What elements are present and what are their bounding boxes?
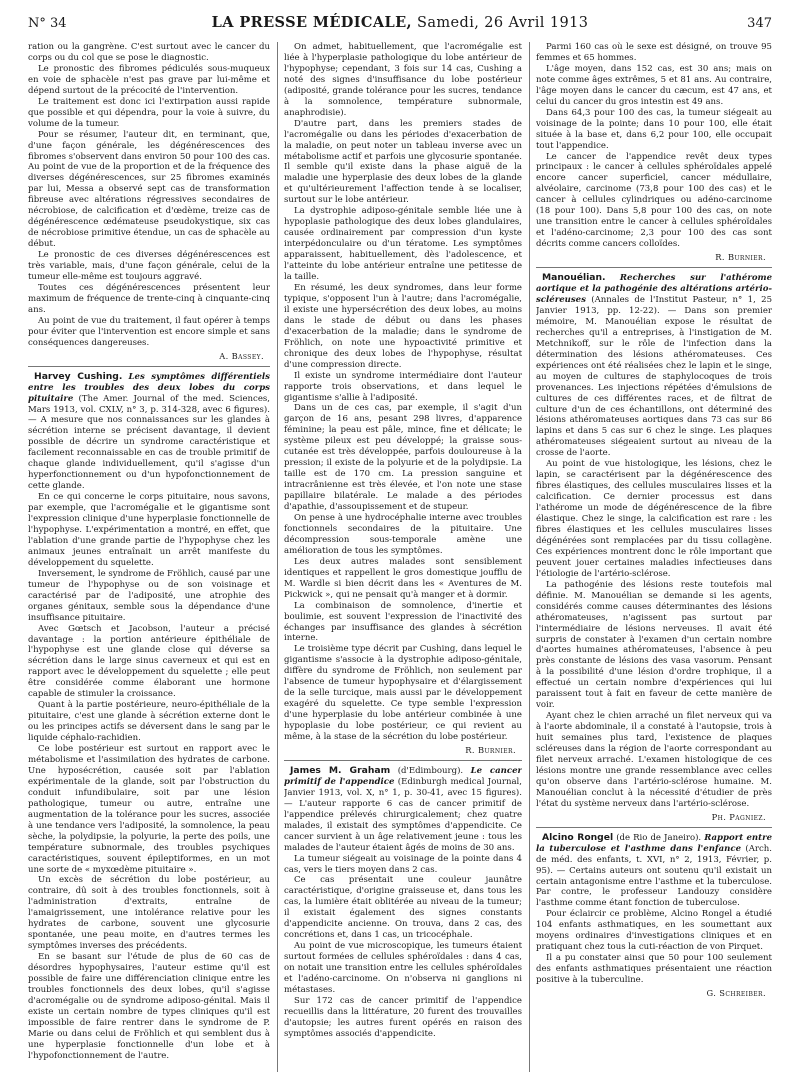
separator	[536, 267, 772, 268]
paragraph: Pour se résumer, l'auteur dit, en terminant, que, d'une façon générale, les dégénérescences des fibromes s'observent dans environ 50 pour 100 des cas. Au point de vue de la proportion et de la fréquence des diverses dégénérescences, sur 25 fibromes examinés par lui, Messa a observé sept cas de transformation fibreuse avec altérations régressives secondaires de nécrobiose, de calcification et d'œdème, treize cas de dégénérescence œdémateuse pseudokystique, six cas de nécrobiose primitive étendue, un cas de sphacèle au début.	[28, 129, 270, 250]
running-title	[28, 14, 772, 31]
paragraph: Dans un de ces cas, par exemple, il s'agit d'un garçon de 16 ans, pesant 298 livres, d'apparence féminine; la peau est pâle, mince, fine et délicate; le système pileux est peu développé; la graisse sous-cutanée est très développée, parfois douloureuse à la pression; il existe de la polyurie et de la polydipsie. La taille est de 170 cm. La pression sanguine et intracrânienne est très élevée, et l'on note une stase papillaire bilatérale. Le malade a des périodes d'apathie, d'assoupissement et de stupeur.	[284, 403, 522, 513]
column-rule-2	[529, 42, 530, 1072]
signature: R. Burnier.	[715, 252, 766, 263]
paragraph: Inversement, le syndrome de Fröhlich, causé par une tumeur de l'hypophyse ou de son voisinage et caractérisé par de l'adiposité, une atrophie des organes génitaux, semble sous la dépendance d'une insuffisance pituitaire.	[28, 568, 270, 623]
issue-date: Samedi, 26 Avril 1913	[417, 15, 589, 31]
paragraph: Il existe un syndrome intermédiaire dont l'auteur rapporte trois observations, et dans lequel le gigantisme s'allie à l'adiposité.	[284, 370, 522, 403]
paragraph: Au point de vue microscopique, les tumeurs étaient surtout formées de cellules sphéroïdales : dans 4 cas, on notait une transition entre les cellules sphéroïdales et l'adéno-carcinome. On n'observa ni ganglions ni métastases.	[284, 941, 522, 996]
author-place: (de Rio de Janeiro).	[616, 832, 702, 843]
article-author: Harvey Cushing.	[34, 370, 123, 382]
paragraph: Les deux autres malades sont sensiblement identiques et rappellent le gros domestique joufflu de M. Wardle si bien décrit dans les « Aventures de M. Pickwick », qui ne pensait qu'à manger et à dormir.	[284, 556, 522, 600]
issue-number: N° 34	[28, 16, 67, 31]
paragraph: La combinaison de somnolence, d'inertie et boulimie, est souvent l'expression de l'inactivité des échanges par insuffisance des glandes à sécrétion interne.	[284, 600, 522, 644]
paragraph: Sur 172 cas de cancer primitif de l'appendice recueillis dans la littérature, 20 furent des trouvailles d'autopsie; les autres furent opérés en raison des symptômes associés d'appendicite.	[284, 995, 522, 1039]
article-heading	[536, 273, 772, 459]
separator	[536, 827, 772, 828]
article-author: James M. Graham	[290, 764, 391, 776]
paragraph: En résumé, les deux syndromes, dans leur forme typique, s'opposent l'un à l'autre; dans l'acromégalie, il existe une hypersécrétion des deux lobes, au moins dans le stade de début ou dans les phases d'exacerbation de la maladie; dans le syndrome de Fröhlich, on note une hypoactivité primitive et chronique des deux lobes de l'hypophyse, résultat d'une compression directe.	[284, 282, 522, 370]
paragraph: Ce cas présentait une couleur jaunâtre caractéristique, d'origine graisseuse et, dans tous les cas, la lumière était oblitérée au niveau de la tumeur; il existait également des signes constants d'appendicite ancienne. On trouva, dans 2 cas, des concrétions et, dans 1 cas, un tricocéphale.	[284, 875, 522, 941]
paragraph: Le pronostic des fibromes pédiculés sous-muqueux en voie de sphacèle n'est pas grave par lui-même et dépend surtout de la précocité de l'intervention.	[28, 63, 270, 96]
paragraph: Au point de vue histologique, les lésions, chez le lapin, se caractérisent par la dégénérescence des fibres élastiques, des cellules musculaires lisses et la calcification. Ce dernier processus est dans l'athérome un mode de dégénérescence de la fibre élastique. Chez le singe, la calcification est rare : les fibres élastiques et les cellules musculaires lisses dégénérées sont remplacées par du tissu collagène. Ces expériences montrent donc le rôle important que peuvent jouer certaines maladies infectieuses dans l'étiologie de l'artério-sclérose.	[536, 459, 772, 579]
paragraph: L'âge moyen, dans 152 cas, est 30 ans; mais on note comme âges extrêmes, 5 et 81 ans. Au contraire, l'âge moyen dans le cancer du cæcum, est 47 ans, et celui du cancer du gros intestin est 49 ans.	[536, 63, 772, 107]
column-1	[28, 42, 270, 1076]
paragraph: La pathogénie des lésions reste toutefois mal définie. M. Manouélian se demande si les agents, considérés comme causes déterminantes des lésions athéromateuses, n'agissent pas surtout par l'intermédiaire de lésions nerveuses. Il avait été surpris de constater à l'examen d'un certain nombre d'aortes humaines athéromateuses, l'absence à peu près constante de lésions des vasa vasorum. Pensant à la possibilité d'une lésion d'ordre trophique, il a effectué un certain nombre d'expériences qui lui paraissent tout à fait en faveur de cette manière de voir.	[536, 579, 772, 711]
paragraph: En se basant sur l'étude de plus de 60 cas de désordres hypophysaires, l'auteur estime qu'il est possible de faire une différenciation clinique entre les troubles fonctionnels des deux lobes, qu'il s'agisse d'acromégalie ou de syndrome adiposo-génital. Mais il existe un certain nombre de types cliniques qu'il est impossible de faire rentrer dans le syndrome de P. Marie ou dans celui de Fröhlich et qui semblent dus à une hyperplasie fonctionnelle d'un lobe et à l'hypofonctionnement de l'autre.	[28, 952, 270, 1061]
signature: Ph. Pagniez.	[711, 811, 766, 822]
paragraph: Toutes ces dégénérescences présentent leur maximum de fréquence de trente-cinq à cinquante-cinq ans.	[28, 282, 270, 315]
paragraph: Quant à la partie postérieure, neuro-épithéliale de la pituitaire, c'est une glande à sécrétion externe dont le ou les principes actifs se déversent dans le sang par le liquide céphalo-rachidien.	[28, 700, 270, 744]
paragraph: La dystrophie adiposo-génitale semble liée une à hypoplasie pathologique des deux lobes glandulaires, causée ordinairement par compression d'un kyste interpédonculaire ou d'un tératome. Les symptômes apparaissent, habituellement, dès l'adolescence, et l'atteinte du lobe antérieur entraîne une petitesse de la taille.	[284, 206, 522, 283]
article-heading	[284, 766, 522, 854]
paragraph: Parmi 160 cas où le sexe est désigné, on trouve 95 femmes et 65 hommes.	[536, 42, 772, 63]
separator	[284, 760, 522, 761]
paragraph: La tumeur siégeait au voisinage de la pointe dans 4 cas, vers le tiers moyen dans 2 cas.	[284, 853, 522, 875]
paragraph: Pour éclaircir ce problème, Alcino Rongel a étudié 104 enfants asthmatiques, en les soumettant aux moyens ordinaires d'investigations cliniques et en pratiquant chez tous la cuti-réaction de von Pirquet.	[536, 909, 772, 953]
article-reference: (The Amer. Journal of the med. Sciences, Mars 1913, vol. CXLV, n° 3, p. 314-328, avec 6 figures). — A mesure que nos connaissances sur les glandes à sécrétion interne se précisent davantage, il devient possible de décrire un syndrome caractéristique et facilement reconnaissable en cas de trouble primitif de chaque glande individuellement, qu'il s'agisse d'un hyperfonctionnement ou d'un hypofonctionnement de cette glande.	[28, 393, 270, 492]
paragraph: Avec Gœtsch et Jacobson, l'auteur a précisé davantage : la portion antérieure épithéliale de l'hypophyse est une glande close qui déverse sa sécrétion dans le large sinus caverneux et qui est en rapport avec le développement du squelette ; elle peut être considérée comme élaborant une hormone capable de stimuler la croissance.	[28, 623, 270, 700]
paragraph: Un excès de sécrétion du lobe postérieur, au contraire, dû soit à des troubles fonctionnels, soit à l'administration d'extraits, entraîne de l'amaigrissement, une intolérance relative pour les hydrates de carbone, souvent une glycosurie spontanée, une peau moite, en d'autres termes les symptômes inverses des précédents.	[28, 875, 270, 952]
paragraph: Le pronostic de ces diverses dégénérescences est très variable, mais, d'une façon générale, celui de la tumeur elle-même est toujours aggravé.	[28, 250, 270, 283]
article-reference: (Arch. de méd. des enfants, t. XVI, n° 2, 1913, Février, p. 95). — Certains auteurs ont soutenu qu'il existait un certain antagonisme entre l'asthme et la tuberculose. Par contre, le professeur Landouzy considère l'asthme comme étant fonction de tuberculose.	[536, 843, 772, 909]
paragraph: Il a pu constater ainsi que 50 pour 100 seulement des enfants asthmatiques présentaient une réaction positive à la tuberculine.	[536, 953, 772, 986]
article-title: Le cancer primitif de l'appendice	[284, 765, 522, 787]
article-heading	[28, 372, 270, 492]
paragraph: Le cancer de l'appendice revêt deux types principaux : le cancer à cellules sphéroïdales appelé encore cancer superficiel, cancer médullaire, alvéolaire, carcinome (73,8 pour 100 des cas) et le cancer à cellules cylindriques ou adéno-carcinome (18 pour 100). Dans 5,8 pour 100 des cas, on note une transition entre le cancer à cellules sphéroïdales et l'adéno-carcinome; 2,3 pour 100 des cas sont décrits comme cancers colloïdes.	[536, 151, 772, 250]
page-header	[28, 14, 772, 36]
paragraph: Le traitement est donc ici l'extirpation aussi rapide que possible et qui dépendra, pour la voie à suivre, du volume de la tumeur.	[28, 96, 270, 129]
article-reference: (Annales de l'Institut Pasteur, n° 1, 25 Janvier 1913, pp. 12-22). — Dans son premier mémoire, M. Manouélian expose le résultat de recherches qu'il a entreprises, à l'instigation de M. Metchnikoff, sur le rôle de l'infection dans la détermination des lésions athéromateuses. Ces expériences ont été réalisées chez le lapin et le singe, au moyen de cultures de staphylocoques de trois provenances. Les injections répétées d'émulsions de cultures de ces différentes races, et de filtrat de culture d'un de ces échantillons, ont déterminé des lésions athéromateuses aortiques dans 73 cas sur 86 lapins et dans 5 cas sur 6 chez le singe. Les plaques athéromateuses siégeaient surtout au niveau de la crosse de l'aorte.	[536, 294, 772, 459]
paragraph: Au point de vue du traitement, il faut opérer à temps pour éviter que l'intervention est encore simple et sans conséquences dangereuses.	[28, 315, 270, 348]
column-3	[536, 42, 772, 1076]
article-title: Rapport entre la tuberculose et l'asthme dans l'enfance	[536, 832, 772, 854]
article-title: Recherches sur l'athérome aortique et la pathogénie des altérations artério-scléreuses	[536, 273, 772, 305]
signature: A. Bassey.	[219, 350, 264, 361]
signature: G. Schreiber.	[706, 988, 766, 999]
paragraph: Ce lobe postérieur est surtout en rapport avec le métabolisme et l'assimilation des hydrates de carbone. Une hyposécrétion, causée soit par l'ablation expérimentale de la glande, soit par l'obstruction du conduit infundibulaire, soit par une lésion pathologique, tumeur ou autre, entraîne une augmentation de la tolérance pour les sucres, associée à une tendance vers l'adiposité, la somnolence, la peau sèche, la polydipsie, la polyurie, la perte des poils, une température subnormale, des troubles psychiques caractéristiques, souvent épileptiformes, en un mot une sorte de « myxœdème pituitaire ».	[28, 744, 270, 875]
paragraph: D'autre part, dans les premiers stades de l'acromégalie ou dans les périodes d'exacerbation de la maladie, on peut noter un tableau inverse avec un métabolisme actif et parfois une glycosurie spontanée. Il semble qu'il existe dans la phase aiguë de la maladie une hyperplasie des deux lobes de la glande et qu'ultérieurement l'affection tende à se localiser, surtout sur le lobe antérieur.	[284, 118, 522, 206]
signature: R. Burnier.	[465, 745, 516, 755]
paragraph: Le troisième type décrit par Cushing, dans lequel le gigantisme s'associe à la dystrophie adiposo-génitale, diffère du syndrome de Fröhlich, non seulement par l'absence de tumeur hypophysaire et d'élargissement de la selle turcique, mais aussi par le développement exagéré du squelette. Ce type semble l'expression d'une hyperplasie du lobe antérieur combinée à une hypoplasie du lobe postérieur, ce qui revient au même, à la stase de la sécrétion du lobe postérieur.	[284, 644, 522, 743]
separator	[28, 366, 270, 367]
article-author: Manouélian.	[542, 272, 606, 284]
article-title: Les symptômes différentiels entre les troubles des deux lobes du corps pituitaire	[28, 371, 270, 404]
paragraph: ration ou la gangrène. C'est surtout avec le cancer du corps ou du col que se pose le diagnostic.	[28, 42, 270, 63]
article-reference: (Edinburgh medical Journal, Janvier 1913, vol. X, n° 1, p. 30-41, avec 15 figures). — L'auteur rapporte 6 cas de cancer primitif de l'appendice prélevés chirurgicalement; chez quatre malades, il existait des symptômes d'appendicite. Ce cancer survient à un âge relativement jeune : tous les malades de l'auteur étaient âgés de moins de 30 ans.	[284, 776, 522, 853]
paragraph: Ayant chez le chien arraché un filet nerveux qui va à l'aorte abdominale, il a constaté à l'autopsie, trois à huit semaines plus tard, l'existence de plaques scléreuses dans la région de l'aorte correspondant au filet nerveux arraché. L'examen histologique de ces lésions montre une grande ressemblance avec celles qu'on observe dans l'artério-sclérose humaine. M. Manouélian conclut à la nécessité d'étudier de près l'état du système nerveux dans l'artério-sclérose.	[536, 711, 772, 809]
author-place: (d'Edimbourg).	[397, 765, 464, 776]
paragraph: On pense à une hydrocéphalie interne avec troubles fonctionnels secondaires de la pituitaire. Une décompression sous-temporale amène une amélioration de tous les symptômes.	[284, 512, 522, 556]
article-author: Alcino Rongel	[542, 831, 614, 843]
article-heading	[536, 833, 772, 910]
column-rule-1	[277, 42, 278, 1072]
paragraph: En ce qui concerne le corps pituitaire, nous savons, par exemple, que l'acromégalie et le gigantisme sont l'expression clinique d'une hyperplasie fonctionnelle de l'hypophyse. L'expérimentation a montré, en effet, que l'ablation d'une grande partie de l'hypophyse chez les animaux jeunes entraînait un arrêt manifeste du développement du squelette.	[28, 492, 270, 568]
journal-name: LA PRESSE MÉDICALE,	[211, 14, 413, 31]
paragraph: Dans 64,3 pour 100 des cas, la tumeur siégeait au voisinage de la pointe; dans 10 pour 100, elle était située à la base et, dans 6,2 pour 100, elle occupait tout l'appendice.	[536, 107, 772, 151]
column-2	[284, 42, 522, 1076]
page-number: 347	[747, 16, 772, 31]
paragraph: On admet, habituellement, que l'acromégalie est liée à l'hyperplasie pathologique du lobe antérieur de l'hypophyse; cependant, 3 fois sur 14 cas, Cushing a noté des signes d'insuffisance du lobe postérieur (adiposité, grande tolérance pour les sucres, tendance à la somnolence, température subnormale, anaphrodisie).	[284, 42, 522, 118]
